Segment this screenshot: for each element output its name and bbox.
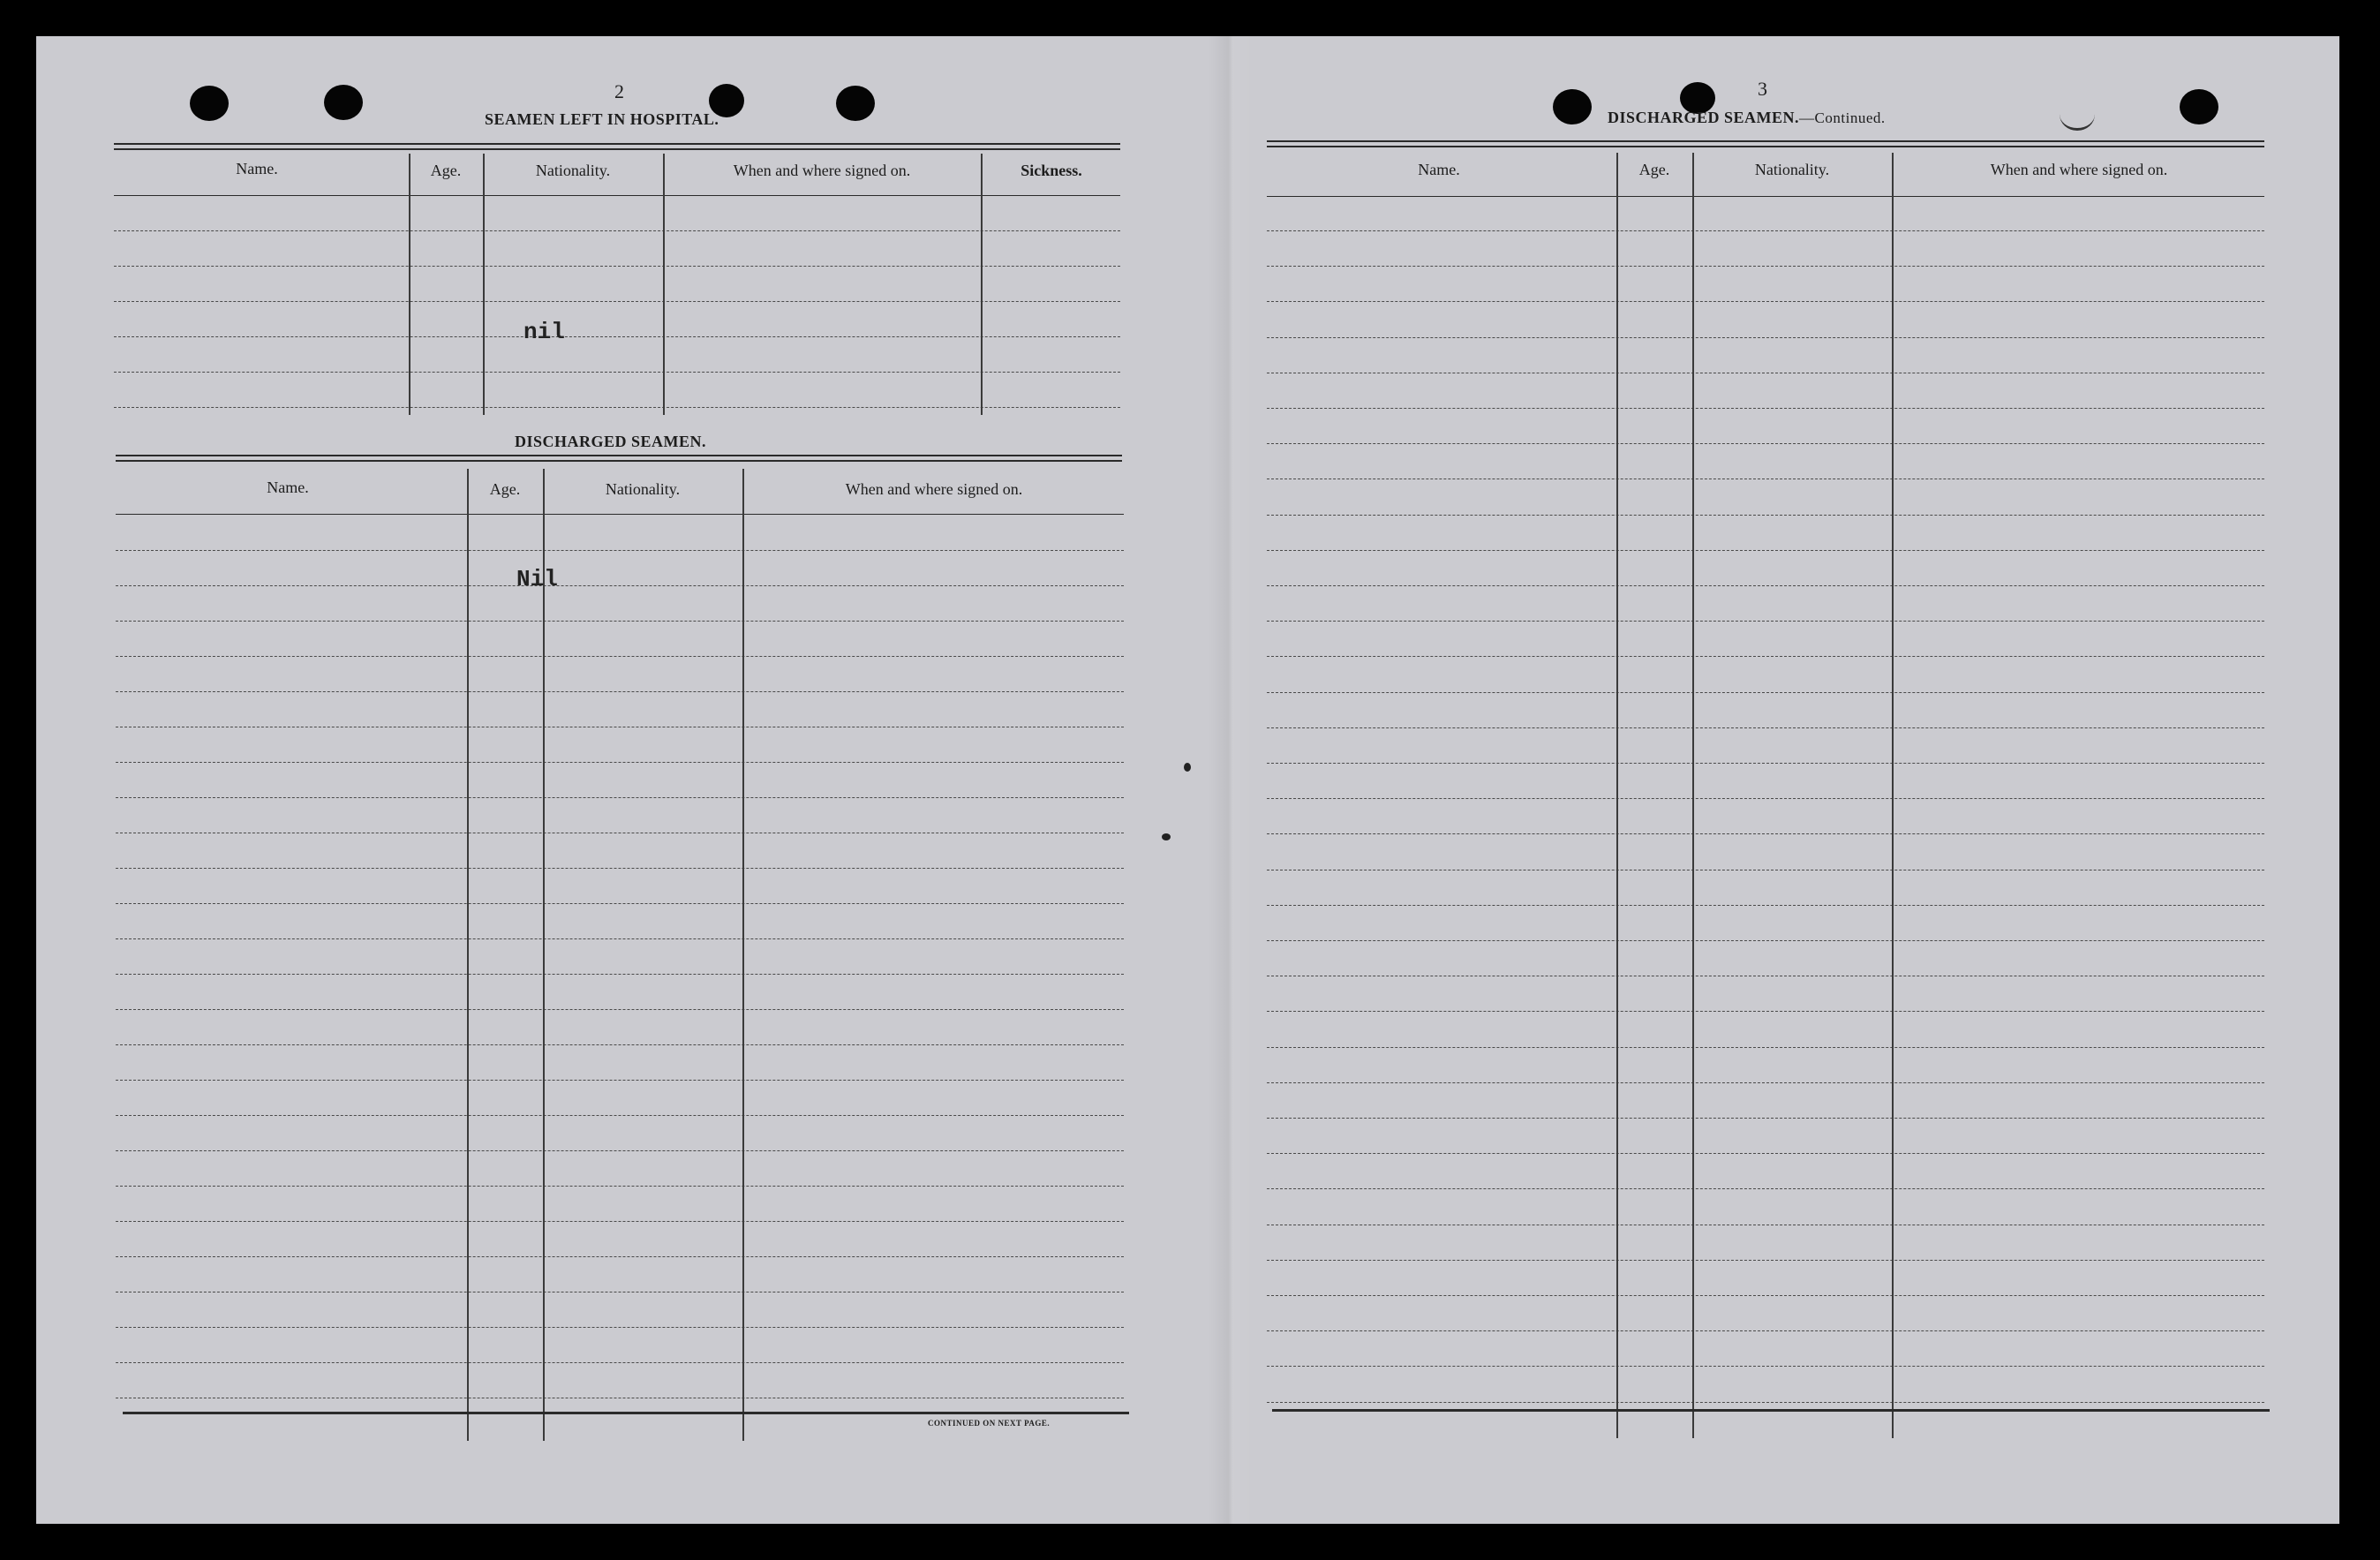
ruled-line [116, 1044, 1124, 1045]
ink-speck [1162, 833, 1171, 840]
discharged-col-name: Name. [267, 479, 309, 496]
ruled-line [114, 407, 1120, 408]
ruled-line [1267, 798, 2264, 799]
punch-hole [2180, 89, 2218, 124]
ruled-line [1267, 515, 2264, 516]
hospital-top-rule [114, 143, 1120, 150]
right-top-rule [1267, 140, 2264, 147]
punch-hole [190, 86, 229, 121]
discharged-col-signed-on: When and where signed on. [845, 480, 1023, 498]
ruled-line [116, 974, 1124, 975]
ruled-line [1267, 763, 2264, 764]
ruled-line [116, 621, 1124, 622]
ruled-line [116, 585, 1124, 586]
ruled-line [116, 1080, 1124, 1081]
right-col-divider [1892, 153, 1894, 1438]
ruled-line [1267, 1047, 2264, 1048]
ruled-line [1267, 550, 2264, 551]
ink-speck [1184, 763, 1191, 772]
hospital-section-title: SEAMEN LEFT IN HOSPITAL. [485, 110, 719, 128]
ruled-line [116, 1115, 1124, 1116]
ruled-line [114, 301, 1120, 302]
hospital-col-sickness: Sickness. [1021, 162, 1082, 179]
right-col-nationality: Nationality. [1754, 161, 1830, 178]
ruled-line [1267, 337, 2264, 338]
ruled-line [1267, 266, 2264, 267]
right-section-title-suffix: —Continued. [1799, 109, 1886, 126]
right-col-signed-on: When and where signed on. [1990, 161, 2168, 178]
ruled-line [1267, 692, 2264, 693]
discharged-header-rule [116, 514, 1124, 515]
discharged-col-divider [543, 469, 545, 1441]
ruled-line [116, 797, 1124, 798]
discharged-col-divider [742, 469, 744, 1441]
hospital-col-divider [409, 154, 410, 415]
document-sheet [36, 36, 2339, 1524]
punch-hole-faint [2060, 98, 2095, 131]
ruled-line [116, 1150, 1124, 1151]
ruled-line [1267, 1082, 2264, 1083]
hospital-col-signed-on: When and where signed on. [733, 162, 911, 179]
ruled-line [116, 1327, 1124, 1328]
ruled-line [116, 550, 1124, 551]
right-page-number: 3 [1758, 78, 1767, 100]
ruled-line [116, 1009, 1124, 1010]
discharged-col-divider [467, 469, 469, 1441]
right-bottom-rule [1272, 1409, 2270, 1412]
ruled-line [1267, 1011, 2264, 1012]
ruled-line [1267, 727, 2264, 728]
discharged-section-title: DISCHARGED SEAMEN. [515, 433, 707, 450]
ruled-line [1267, 833, 2264, 834]
hospital-col-divider [483, 154, 485, 415]
ruled-line [114, 266, 1120, 267]
ruled-line [1267, 585, 2264, 586]
ruled-line [1267, 905, 2264, 906]
right-section-title-text: DISCHARGED SEAMEN. [1608, 109, 1800, 126]
ruled-line [1267, 1402, 2264, 1403]
right-col-name: Name. [1418, 161, 1460, 178]
ruled-line [116, 656, 1124, 657]
hospital-header-rule [114, 195, 1120, 196]
punch-hole [324, 85, 363, 120]
discharged-nil-entry: Nil [516, 566, 558, 592]
ruled-line [1267, 1260, 2264, 1261]
continued-footer: CONTINUED ON NEXT PAGE. [928, 1419, 1051, 1428]
hospital-col-divider [981, 154, 983, 415]
ruled-line [114, 230, 1120, 231]
left-page-number: 2 [614, 80, 624, 102]
discharged-col-age: Age. [489, 480, 521, 498]
ruled-line [1267, 940, 2264, 941]
hospital-col-divider [663, 154, 665, 415]
ruled-line [1267, 656, 2264, 657]
punch-hole [1553, 89, 1592, 124]
ruled-line [116, 868, 1124, 869]
ruled-line [1267, 1153, 2264, 1154]
ruled-line [116, 938, 1124, 939]
ruled-line [116, 1186, 1124, 1187]
ruled-line [1267, 408, 2264, 409]
right-col-divider [1616, 153, 1618, 1438]
right-col-age: Age. [1638, 161, 1670, 178]
hospital-col-age: Age. [430, 162, 462, 179]
right-header-rule [1267, 196, 2264, 197]
ruled-line [1267, 621, 2264, 622]
ruled-line [116, 1362, 1124, 1363]
ruled-line [1267, 1295, 2264, 1296]
discharged-col-nationality: Nationality. [605, 480, 681, 498]
ruled-line [1267, 1330, 2264, 1331]
ruled-line [114, 336, 1120, 337]
hospital-nil-entry: nil [523, 319, 565, 345]
ruled-line [116, 691, 1124, 692]
ruled-line [1267, 1188, 2264, 1189]
punch-hole [836, 86, 875, 121]
ruled-line [116, 903, 1124, 904]
right-section-title [1608, 109, 1886, 127]
ruled-line [1267, 301, 2264, 302]
ruled-line [1267, 1118, 2264, 1119]
right-col-divider [1692, 153, 1694, 1438]
ruled-line [1267, 443, 2264, 444]
hospital-col-name: Name. [236, 160, 278, 177]
ruled-line [114, 372, 1120, 373]
hospital-col-nationality: Nationality. [535, 162, 611, 179]
ruled-line [116, 1256, 1124, 1257]
left-bottom-rule [123, 1412, 1129, 1414]
ruled-line [1267, 230, 2264, 231]
center-fold [1209, 36, 1253, 1524]
discharged-top-rule [116, 455, 1122, 462]
ruled-line [1267, 1366, 2264, 1367]
ruled-line [116, 762, 1124, 763]
ruled-line [116, 1221, 1124, 1222]
